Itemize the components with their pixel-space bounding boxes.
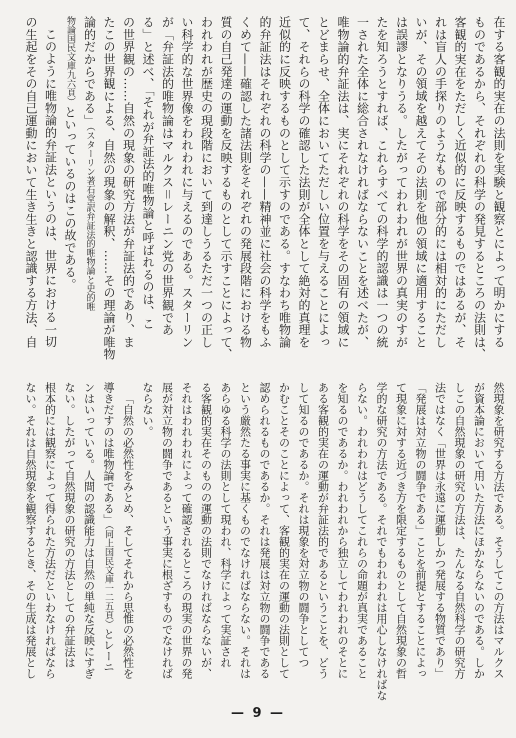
text-column: 在する客観的実在の法則を実験と観察とによって明かにする — [492, 16, 506, 349]
text-column: らない。われわれはどうしてこれらの命題が真実であること — [355, 382, 369, 679]
citation-note: （スターリン著石堂訳弁証法的唯物論と史的唯 — [84, 126, 95, 312]
text-column: ンはいっている。人間の認識能力は自然の単純な反映にすぎ — [82, 382, 96, 679]
text-column: して知るのであるか。それは現象を対立物の闘争としてつ — [297, 382, 310, 668]
page-number: — 9 — — [230, 706, 286, 721]
text-column: ない。それは自然現象を観察するとき、その生成は発展とし — [24, 382, 37, 679]
text-column: は誤謬となりうる。したがってわれわれが世界の真実のすが — [394, 16, 409, 349]
citation-note: 物論国民文庫九六頁） — [65, 16, 75, 106]
text-column: たこの世界観による、自然の現象の解釈、……その理論が唯物 — [102, 16, 116, 361]
text-column: ならない。 — [141, 382, 154, 437]
text-column: いが、その領域を越えてその法則を他の領域に適用すること — [414, 16, 428, 349]
text-column: れは盲人の手探りのようなもので部分的には相対的にただし — [433, 16, 448, 349]
text-column — [60, 16, 80, 364]
text-column: て、それらの科学の確認した法則が全体として絶対的真理を — [297, 16, 311, 349]
text-segment: とレーニ — [102, 628, 115, 673]
text-column: 学的な研究の方法である。それでもわれわれは用心しなければな — [375, 382, 388, 701]
text-column: たを知ろうとすれば、これらすべての科学的認識は一つの統 — [375, 16, 389, 349]
lower-text-block — [20, 382, 508, 702]
text-column: が資本論において用いた方法にほかならないのである。しか — [472, 382, 486, 679]
text-column: ある客観的実在の運動が弁証法的であるということを、どう — [316, 382, 330, 679]
text-column: の生起をその自己運動において生き生きと認識する方法、自 — [24, 16, 38, 349]
text-column — [99, 382, 119, 702]
text-column: 唯物論的弁証法は、実にそれぞれの科学をその固有の領域に — [336, 16, 350, 349]
upper-text-block — [20, 16, 508, 364]
text-column: る客観的実在そのものの運動の法則でなければならないが、 — [199, 382, 213, 679]
text-column: 的弁証法はそれぞれの科学の——精神並に社会の科学をもふ — [258, 16, 272, 349]
text-column: 「発展は対立物の闘争である」ことを前提とすることによっ — [414, 382, 427, 679]
text-column: しこの自然現象の研究の方法は、たんなる自然科学の研究方 — [453, 382, 466, 679]
citation-note: （同上国民文庫一二五頁） — [103, 525, 113, 629]
text-column: あらゆる科学の法則として現われ、科学によって実証され — [219, 382, 232, 668]
text-column: る」と述べ、「それが弁証法的唯物論と呼ばれるのは、こ — [141, 16, 155, 330]
text-column: くめて——確認した諸法則をそれぞれの発展段階における物 — [238, 16, 253, 349]
text-column: を知るのであるか。われわれから独立してわれわれのそとに — [336, 382, 349, 679]
text-segment: 導きだすのは唯物論である」 — [102, 382, 115, 525]
text-column: 近似的に反映するものとして示すのである。すなわち唯物論 — [277, 16, 292, 349]
text-column: ない。したがって自然現象の研究の方法としての弁証法は — [63, 382, 76, 668]
text-column: ものであるから、それぞれの科学の発見するところの法則は、 — [472, 16, 487, 361]
text-column: とどまらせ、全体においてただしい位置を与えることによっ — [316, 16, 331, 349]
text-column: 認められるものであるか。それは発展は対立物の闘争である — [258, 382, 271, 679]
text-column: 客観的実在をただしく近似的に反映するものではあるが、そ — [453, 16, 467, 349]
quotation-start-column: 「自然の必然性をみとめ、そしてそれから思惟の必然性を — [121, 393, 135, 679]
text-column: かむことそのことによって、客観的実在の運動の法則として — [277, 382, 291, 679]
text-segment: といっているのはこの故である。 — [63, 106, 77, 291]
text-column: 一された全体に総合されなければならないことを述べたが、 — [355, 16, 370, 349]
paragraph-start-column: このように唯物論的弁証法というのは、世界における一切 — [43, 28, 58, 348]
text-column: 然現象を研究する方法である。そうしてこの方法はマルクス — [492, 382, 505, 679]
text-column: 展が対立物の闘争であるという事実に根ざすものでなければ — [160, 382, 174, 679]
text-column: て現象に対する近づき方を限定するものとして自然現象の哲 — [394, 382, 408, 679]
text-column — [79, 16, 99, 364]
text-column: 法ではなく「世界は永遠に運動しかつ発展する物質であり」 — [433, 382, 447, 679]
text-column: の世界観の……自然の現象の研究方法が弁証法的であり、ま — [121, 16, 136, 349]
text-column: が「弁証法的唯物論はマルクス＝レーニン党の世界観であ — [160, 16, 175, 336]
text-column: という厳然たる事実に基くものでなければならない。それは — [238, 382, 252, 679]
text-column: 質の自己発達の運動を反映するものとして示すことによって、 — [219, 16, 233, 361]
text-segment: 論的だからである」 — [82, 16, 97, 127]
text-column: 根本的には観察によって得られた方法だといわなければなら — [43, 382, 57, 679]
text-column: われわれが歴史の現段階において到達しうるただ一つの正し — [199, 16, 214, 349]
text-column: それはわれわれによって確認されるところの現実の世界の発 — [180, 382, 193, 679]
text-column: い科学的な世界像をわれわれに与えるのである。スターリン — [180, 16, 194, 349]
